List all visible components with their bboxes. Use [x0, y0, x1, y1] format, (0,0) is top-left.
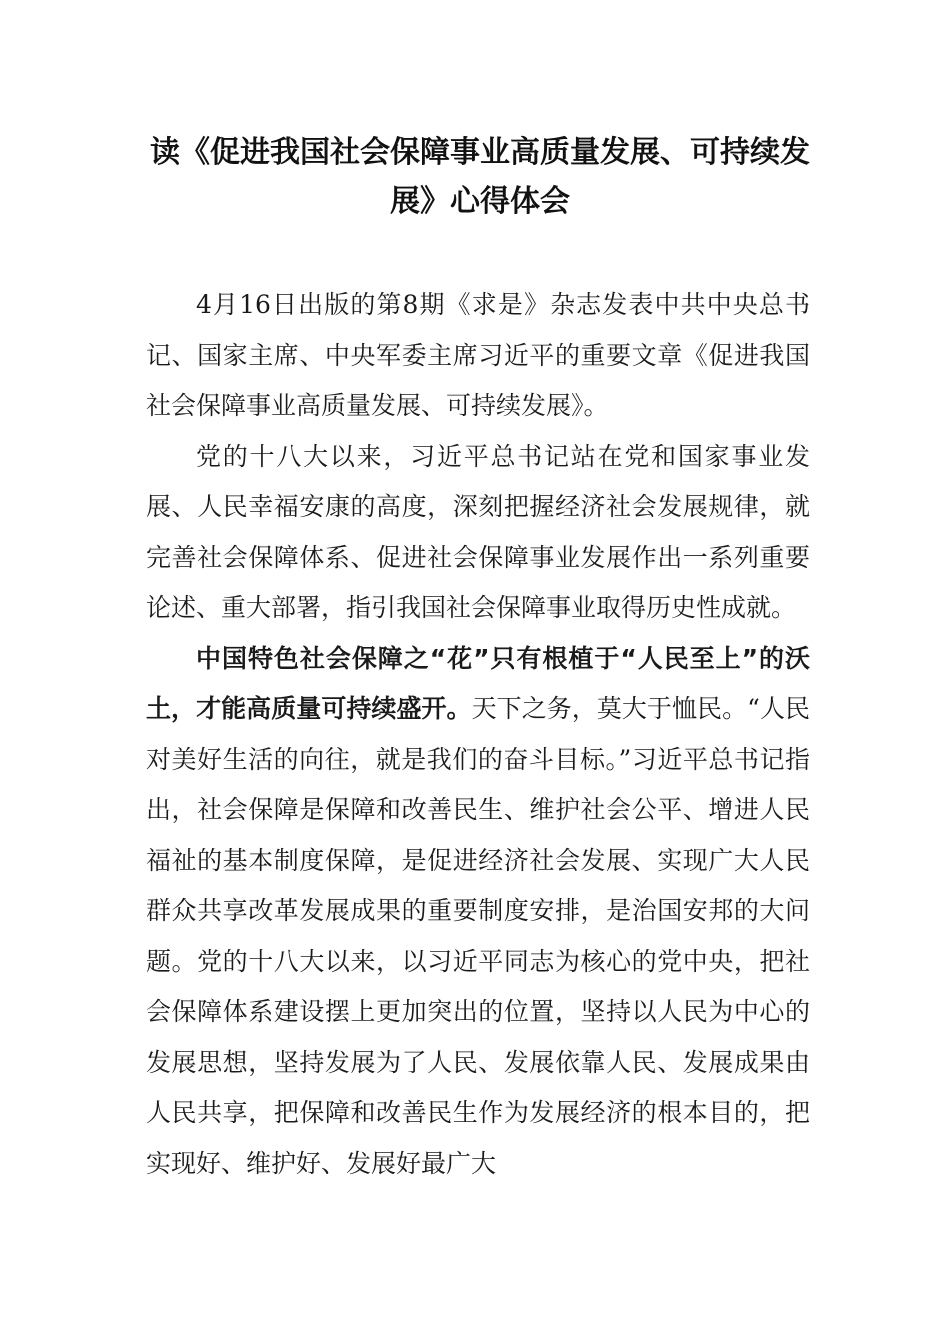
paragraph-3: [146, 634, 810, 1190]
paragraph-1: [146, 280, 810, 432]
paragraph-2-text: 党的十八大以来，习近平总书记站在党和国家事业发展、人民幸福安康的高度，深刻把握经济社会发展规律，就完善社会保障体系、促进社会保障事业发展作出一系列重要论述、重大部署，指引我国社会保障事业取得历史性成就。: [146, 441, 810, 622]
document-body: [146, 280, 810, 1189]
paragraph-3-lead: 中国特色社会保障之“花”只有根植于“人民至上”的沃土，才能高质量可持续盛开。: [146, 643, 810, 723]
paragraph-3-text: 天下之务，莫大于恤民。“人民对美好生活的向往，就是我们的奋斗目标。”习近平总书记指出，社会保障是保障和改善民生、维护社会公平、增进人民福祉的基本制度保障，是促进经济社会发展、实现广大人民群众共享改革发展成果的重要制度安排，是治国安邦的大问题。党的十八大以来，以习近平同志为核心的党中央，把社会保障体系建设摆上更加突出的位置，坚持以人民为中心的发展思想，坚持发展为了人民、发展依靠人民、发展成果由人民共享，把保障和改善民生作为发展经济的根本目的，把实现好、维护好、发展好最广大: [146, 694, 810, 1178]
document-title: 读《促进我国社会保障事业高质量发展、可持续发展》心得体会: [150, 135, 810, 219]
paragraph-2: [146, 432, 810, 634]
paragraph-1-text: 4月16日出版的第8期《求是》杂志发表中共中央总书记、国家主席、中央军委主席习近平的重要文章《促进我国社会保障事业高质量发展、可持续发展》。: [146, 290, 810, 420]
